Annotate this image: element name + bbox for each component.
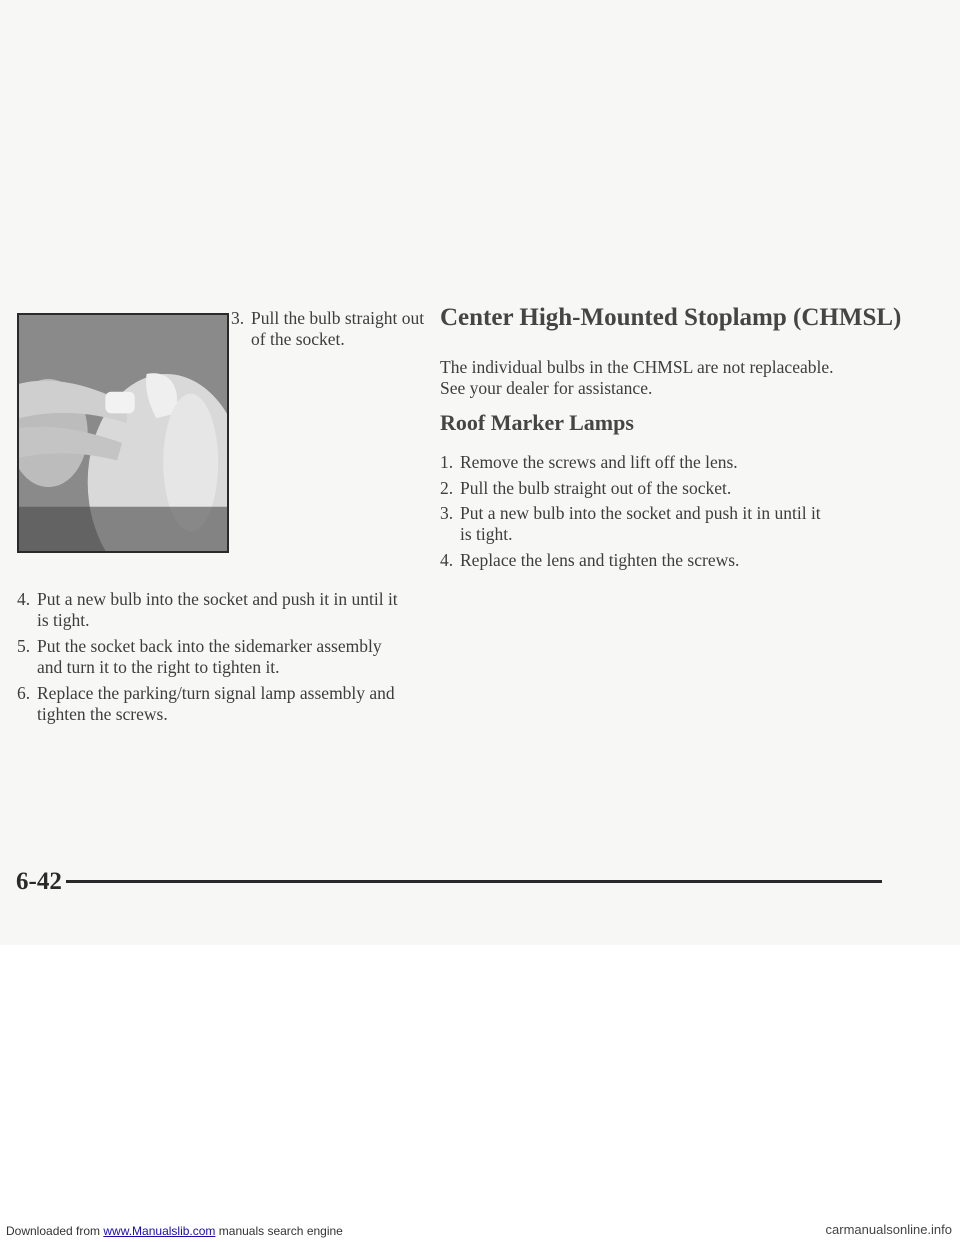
hand-bulb-illustration — [19, 315, 227, 551]
step-text-line2: is tight. — [37, 610, 90, 630]
subsection-heading: Roof Marker Lamps — [440, 410, 634, 435]
step-text-line1: Put the socket back into the sidemarker assembly — [37, 636, 382, 656]
page-number: 6-42 — [16, 868, 62, 895]
bulb-removal-photo — [17, 313, 229, 553]
step-text-line1: Replace the lens and tighten the screws. — [460, 550, 740, 570]
step-number: 1. — [440, 452, 454, 472]
footer-prefix: Downloaded from — [6, 1224, 104, 1238]
step-text-line1: Pull the bulb straight out — [251, 308, 425, 328]
step-text-line2: of the socket. — [251, 329, 345, 349]
step-number: 6. — [17, 683, 31, 703]
step-number: 4. — [440, 550, 454, 570]
manualslib-link[interactable]: www.Manualslib.com — [103, 1224, 216, 1238]
step-number: 5. — [17, 636, 31, 656]
paragraph-line2: See your dealer for assistance. — [440, 378, 653, 398]
step-number: 4. — [17, 589, 31, 609]
step-text-line1: Pull the bulb straight out of the socket. — [460, 478, 732, 498]
step-text-line2: tighten the screws. — [37, 704, 168, 724]
step-text-line1: Remove the screws and lift off the lens. — [460, 452, 738, 472]
footer-suffix: manuals search engine — [215, 1224, 343, 1238]
step-number: 3. — [231, 308, 245, 328]
step-text-line2: is tight. — [460, 524, 513, 544]
step-number: 2. — [440, 478, 454, 498]
footer-source — [6, 1224, 343, 1238]
section-paragraph — [440, 357, 880, 399]
step-text-line1: Put a new bulb into the socket and push it in until it — [37, 589, 398, 609]
step-text-line1: Replace the parking/turn signal lamp assembly and — [37, 683, 395, 703]
step-text-line1: Put a new bulb into the socket and push it in until it — [460, 503, 821, 523]
footer-rule — [66, 880, 882, 883]
paragraph-line1: The individual bulbs in the CHMSL are not replaceable. — [440, 357, 834, 377]
download-footer — [0, 1220, 960, 1242]
step-number: 3. — [440, 503, 454, 523]
section-heading: Center High-Mounted Stoplamp (CHMSL) — [440, 304, 902, 331]
watermark-text: carmanualsonline.info — [825, 1222, 952, 1237]
step-text-line2: and turn it to the right to tighten it. — [37, 657, 280, 677]
